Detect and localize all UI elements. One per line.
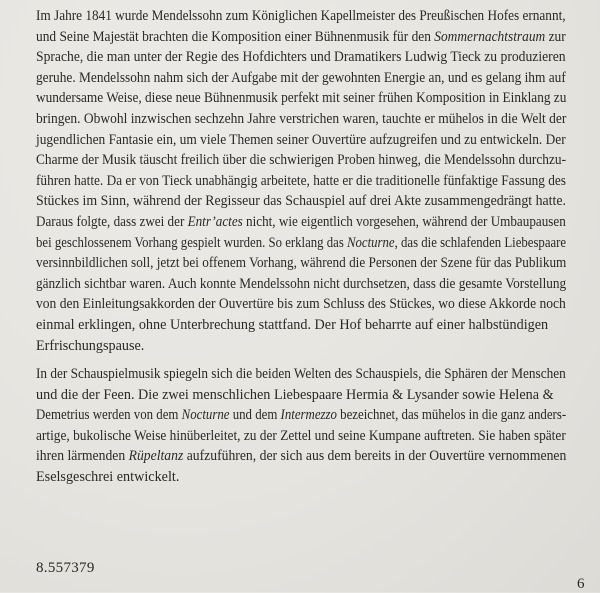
- text-run: und dem: [229, 407, 281, 424]
- text-line: [36, 274, 567, 295]
- text-line: [36, 88, 567, 109]
- text-run: artige, bukolische Weise hinüberleitet, zu der Zettel und seine Kumpane auftreten. Sie haben später: [36, 427, 566, 444]
- text-run: und Seine Majestät brachten die Komposition einer Bühnenmusik für den: [36, 28, 435, 45]
- italic-title: Entr’actes: [187, 213, 243, 230]
- text-run: ihren lärmenden: [36, 448, 129, 465]
- text-run: einmal erklingen, ohne Unterbrechung stattfand. Der Hof beharrte auf einer halbstündigen: [36, 316, 549, 333]
- text-run: wundersame Weise, diese neue Bühnenmusik perfekt mit seiner frühen Komposition in Einklang zu: [36, 90, 567, 107]
- text-run: aufzuführen, der sich aus dem bereits in der Ouvertüre vernommenen: [183, 448, 567, 465]
- text-run: bringen. Obwohl inzwischen sechzehn Jahre verstrichen waren, tauchte er mühelos in die Welt der: [36, 110, 567, 127]
- text-line: [36, 405, 567, 426]
- text-run: bezeichnet, das mühelos in die ganz anders-: [336, 407, 567, 424]
- page-number: 6: [577, 576, 585, 592]
- text-run: , das die schlafenden Liebespaare: [394, 234, 567, 251]
- text-run: zur: [545, 28, 566, 45]
- text-run: Erfrischungspause.: [36, 337, 145, 354]
- italic-title: Nocturne: [347, 234, 395, 251]
- text-run: Demetrius werden von dem: [36, 407, 182, 424]
- italic-title: Intermezzo: [280, 407, 337, 424]
- text-run: Sprache, die man unter der Regie des Hofdichters und Dramatikers Ludwig Tieck zu produzieren: [36, 49, 566, 66]
- text-run: Im Jahre 1841 wurde Mendelssohn zum Königlichen Kapellmeister des Preußischen Hofes ernannt,: [36, 8, 566, 24]
- text-line: [36, 294, 566, 315]
- text-line: [36, 191, 566, 212]
- text-line: [36, 27, 566, 48]
- text-line: [36, 315, 566, 336]
- italic-title: Nocturne: [181, 407, 230, 424]
- text-line: [36, 109, 567, 130]
- text-run: nicht, wie eigentlich vorgesehen, während der Umbaupausen: [242, 213, 566, 230]
- text-run: jugendlichen Fantasie ein, um viele Themen seiner Ouvertüre aufzugreifen und zu entwickeln. Der: [36, 131, 566, 148]
- text-line: [36, 171, 566, 192]
- text-run: von den Einleitungsakkorden der Ouvertüre bis zum Schluss des Stückes, wo diese Akkorde noch: [36, 296, 566, 313]
- catalog-number: 8.557379: [36, 560, 95, 576]
- text-line: [36, 130, 566, 151]
- text-line: [36, 6, 566, 27]
- text-line: [36, 446, 567, 467]
- text-run: versinnbildlichen soll, jetzt bei offenem Vorhang, während die Personen der Szene für das Publikum: [36, 255, 567, 272]
- text-run: Daraus folgte, dass zwei der: [36, 213, 188, 230]
- text-line: [36, 467, 566, 488]
- text-run: gänzlich sichtbar waren. Auch konnte Mendelssohn nicht durchsetzen, dass die gesamte Vorstellung: [36, 275, 567, 292]
- text-run: bei geschlossenem Vorhang gespielt wurden. So erklang das: [36, 234, 348, 251]
- text-line: [36, 336, 566, 357]
- text-line: [36, 68, 566, 89]
- paragraph-music-worlds: [36, 364, 566, 488]
- text-run: Charme der Musik täuscht freilich über die schwierigen Proben hinweg, die Mendelssohn durchzu-: [36, 152, 567, 169]
- text-line: [36, 150, 567, 171]
- text-line: [36, 385, 566, 406]
- text-line: [36, 364, 566, 385]
- text-line: [36, 426, 566, 447]
- text-line: [36, 212, 566, 233]
- paragraph-history: [36, 6, 566, 356]
- text-run: In der Schauspielmusik spiegeln sich die beiden Welten des Schauspiels, die Sphären der Menschen: [36, 366, 566, 382]
- text-run: Eselsgeschrei entwickelt.: [36, 468, 180, 485]
- italic-title: Sommernachtstraum: [434, 28, 546, 45]
- text-run: und die der Feen. Die zwei menschlichen Liebespaare Hermia & Lysander sowie Helena &: [36, 386, 554, 403]
- text-run: geruhe. Mendelssohn nahm sich der Aufgabe mit der gewohnten Energie an, und es gelang ihm auf: [36, 69, 566, 86]
- text-run: Stückes im Sinn, während der Regisseur das Schauspiel auf drei Akte zusammengedrängt hatte.: [36, 193, 566, 210]
- italic-title: Rüpeltanz: [128, 448, 184, 465]
- text-line: [36, 47, 566, 68]
- text-line: [36, 253, 567, 274]
- text-run: führen hatte. Da er von Tieck unabhängig arbeitete, hatte er die traditionelle fünfaktige Fassung des: [36, 172, 566, 189]
- text-line: [36, 233, 567, 254]
